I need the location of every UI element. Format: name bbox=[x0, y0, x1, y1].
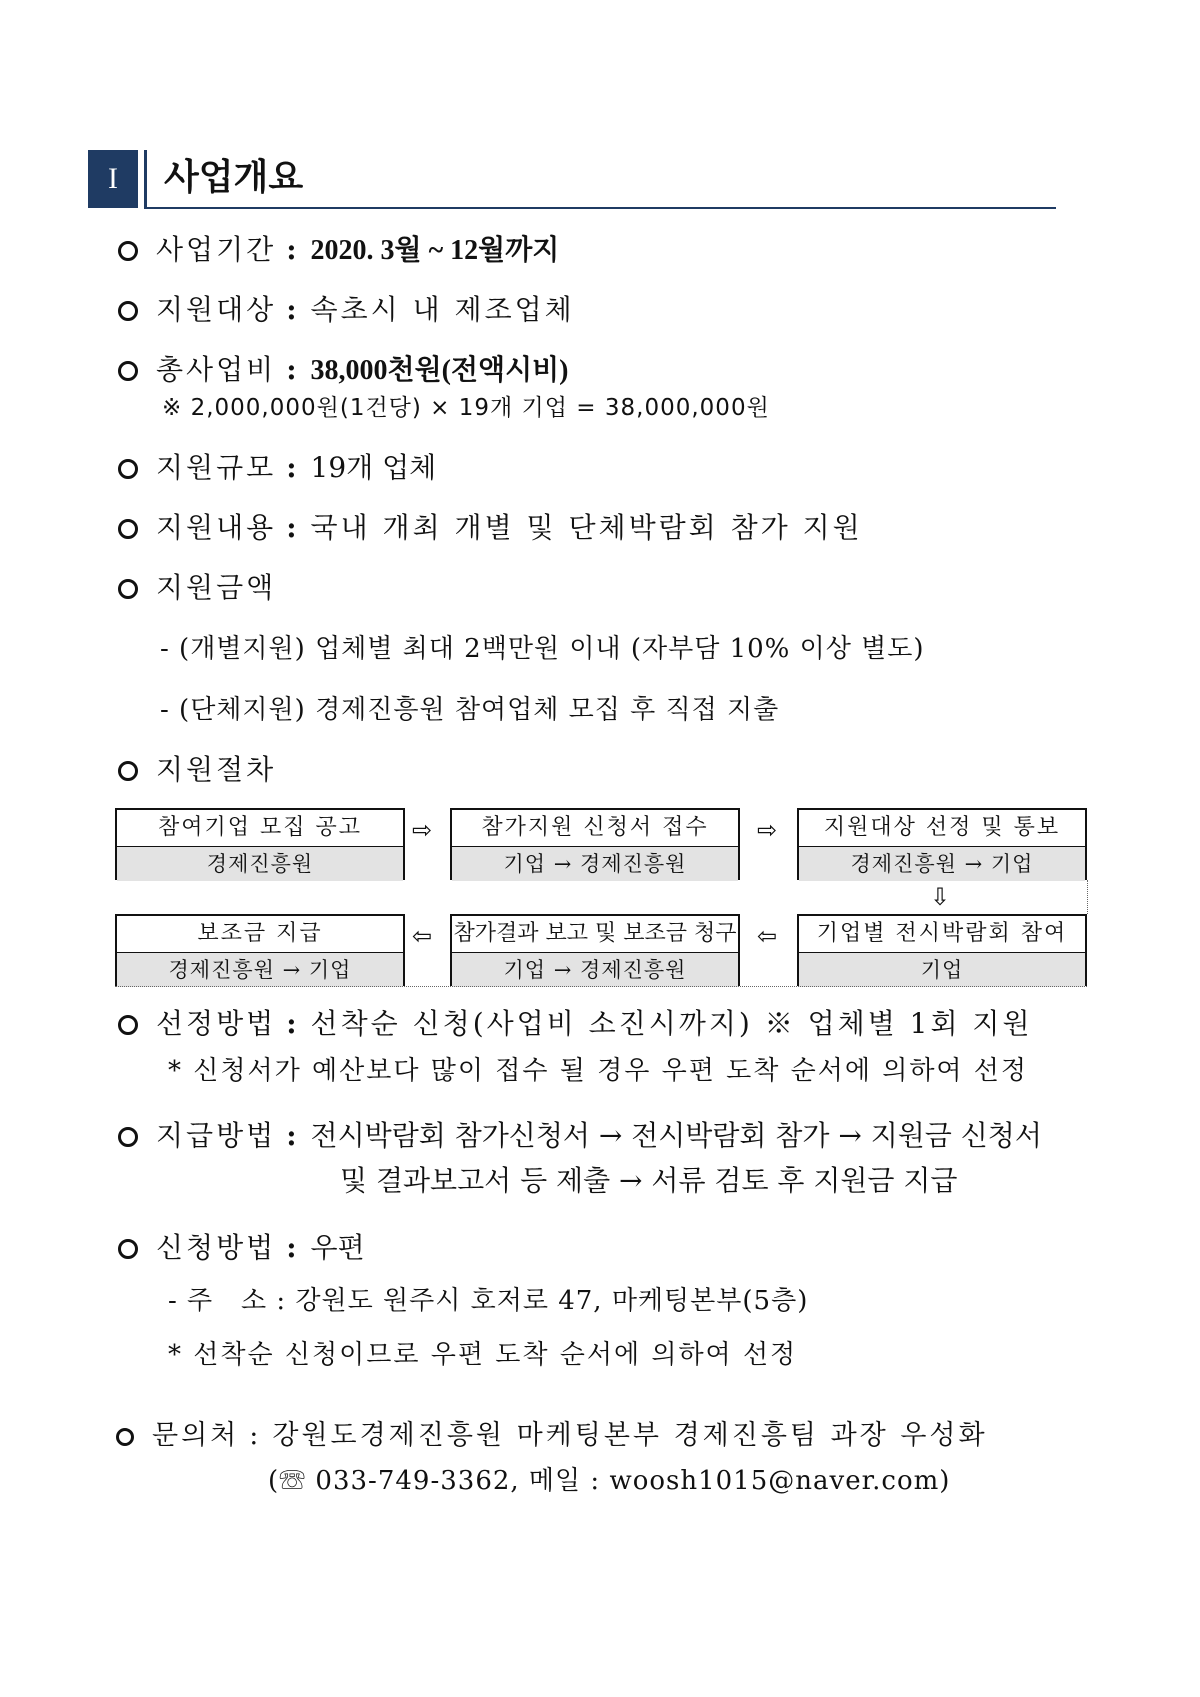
apply-label: 신청방법 bbox=[156, 1231, 277, 1264]
scale-value: 19개 업체 bbox=[310, 451, 437, 484]
circle-bullet-icon bbox=[118, 1239, 138, 1259]
amount-label: 지원금액 bbox=[156, 571, 277, 604]
circle-bullet-icon bbox=[118, 1015, 138, 1035]
flow-step-2 bbox=[450, 808, 740, 880]
down-arrow-icon: ⇩ bbox=[930, 883, 951, 911]
flow-step-title: 보조금 지급 bbox=[117, 916, 403, 953]
apply-row: 신청방법 : 우편 bbox=[118, 1230, 365, 1266]
procedure-label: 지원절차 bbox=[156, 753, 277, 786]
flow-step-3 bbox=[797, 808, 1087, 880]
budget-label: 총사업비 bbox=[156, 353, 277, 386]
procedure-row bbox=[118, 752, 276, 788]
circle-bullet-icon bbox=[118, 761, 138, 781]
flow-step-actor: 경제진흥원 bbox=[117, 847, 403, 881]
contact-row: 문의처 : 강원도경제진흥원 마케팅본부 경제진흥팀 과장 우성화 bbox=[116, 1418, 988, 1454]
right-arrow-icon: ⇨ bbox=[757, 816, 778, 844]
selection-value: 선착순 신청(사업비 소진시까지) ※ 업체별 1회 지원 bbox=[310, 1007, 1033, 1040]
circle-bullet-icon bbox=[118, 1127, 138, 1147]
contact-value: 강원도경제진흥원 마케팅본부 경제진흥팀 과장 우성화 bbox=[272, 1420, 988, 1451]
content-value: 국내 개최 개별 및 단체박람회 참가 지원 bbox=[310, 511, 863, 544]
circle-bullet-icon bbox=[116, 1428, 134, 1446]
payment-label: 지급방법 bbox=[156, 1119, 277, 1152]
budget-value: 38,000천원(전액시비) bbox=[310, 355, 569, 386]
circle-bullet-icon bbox=[118, 579, 138, 599]
budget-row: 총사업비 : 38,000천원(전액시비) bbox=[118, 352, 568, 389]
selection-label: 선정방법 bbox=[156, 1007, 277, 1040]
selection-row: 선정방법 : 선착순 신청(사업비 소진시까지) ※ 업체별 1회 지원 bbox=[118, 1006, 1033, 1042]
left-arrow-icon: ⇦ bbox=[412, 922, 433, 950]
payment-row: 지급방법 : 전시박람회 참가신청서 → 전시박람회 참가 → 지원금 신청서 bbox=[118, 1118, 1042, 1154]
circle-bullet-icon bbox=[118, 519, 138, 539]
contact-phone-email: (☏ 033-749-3362, 메일 : woosh1015@naver.com) bbox=[268, 1466, 951, 1496]
flow-step-actor: 기업 → 경제진흥원 bbox=[452, 953, 738, 987]
circle-bullet-icon bbox=[118, 361, 138, 381]
left-arrow-icon: ⇦ bbox=[757, 922, 778, 950]
section-divider bbox=[144, 150, 147, 208]
flow-step-title: 지원대상 선정 및 통보 bbox=[799, 810, 1085, 847]
period-value: 2020. 3월 ~ 12월까지 bbox=[310, 235, 560, 266]
content-label: 지원내용 bbox=[156, 511, 277, 544]
selection-note: * 신청서가 예산보다 많이 접수 될 경우 우편 도착 순서에 의하여 선정 bbox=[168, 1056, 1029, 1086]
flow-step-actor: 경제진흥원 → 기업 bbox=[799, 847, 1085, 881]
circle-bullet-icon bbox=[118, 459, 138, 479]
circle-bullet-icon bbox=[118, 241, 138, 261]
section-number: I bbox=[88, 150, 138, 208]
apply-address: - 주 소 : 강원도 원주시 호저로 47, 마케팅본부(5층) bbox=[168, 1286, 809, 1316]
section-title: 사업개요 bbox=[164, 157, 304, 198]
amount-individual: - (개별지원) 업체별 최대 2백만원 이내 (자부담 10% 이상 별도) bbox=[160, 634, 925, 664]
right-arrow-icon: ⇨ bbox=[412, 816, 433, 844]
target-label: 지원대상 bbox=[156, 293, 277, 326]
payment-line1: 전시박람회 참가신청서 → 전시박람회 참가 → 지원금 신청서 bbox=[310, 1119, 1042, 1152]
flow-step-actor: 경제진흥원 → 기업 bbox=[117, 953, 403, 987]
section-underline bbox=[144, 207, 1056, 209]
amount-group: - (단체지원) 경제진흥원 참여업체 모집 후 직접 지출 bbox=[160, 695, 780, 725]
circle-bullet-icon bbox=[118, 301, 138, 321]
period-row: 사업기간 : 2020. 3월 ~ 12월까지 bbox=[118, 232, 559, 269]
amount-row bbox=[118, 570, 276, 606]
flow-step-4 bbox=[797, 914, 1087, 986]
flow-step-5 bbox=[450, 914, 740, 986]
payment-line2: 및 결과보고서 등 제출 → 서류 검토 후 지원금 지급 bbox=[340, 1164, 958, 1197]
flow-connector bbox=[1087, 880, 1088, 914]
flow-baseline bbox=[115, 986, 1087, 987]
flow-step-6 bbox=[115, 914, 405, 986]
flow-step-actor: 기업 bbox=[799, 953, 1085, 987]
content-row: 지원내용 : 국내 개최 개별 및 단체박람회 참가 지원 bbox=[118, 510, 863, 546]
contact-label: 문의처 bbox=[152, 1420, 240, 1451]
flow-step-title: 참가결과 보고 및 보조금 청구 bbox=[452, 916, 738, 953]
flow-step-title: 참여기업 모집 공고 bbox=[117, 810, 403, 847]
target-row: 지원대상 : 속초시 내 제조업체 bbox=[118, 292, 575, 328]
scale-label: 지원규모 bbox=[156, 451, 277, 484]
flow-step-title: 참가지원 신청서 접수 bbox=[452, 810, 738, 847]
scale-row: 지원규모 : 19개 업체 bbox=[118, 450, 436, 486]
apply-value: 우편 bbox=[310, 1231, 365, 1264]
flow-step-actor: 기업 → 경제진흥원 bbox=[452, 847, 738, 881]
period-label: 사업기간 bbox=[156, 233, 277, 266]
budget-note: ※ 2,000,000원(1건당) × 19개 기업 = 38,000,000원 bbox=[162, 395, 770, 421]
flow-step-1 bbox=[115, 808, 405, 880]
apply-note: * 선착순 신청이므로 우편 도착 순서에 의하여 선정 bbox=[168, 1340, 798, 1370]
target-value: 속초시 내 제조업체 bbox=[310, 293, 575, 326]
flow-step-title: 기업별 전시박람회 참여 bbox=[799, 916, 1085, 953]
